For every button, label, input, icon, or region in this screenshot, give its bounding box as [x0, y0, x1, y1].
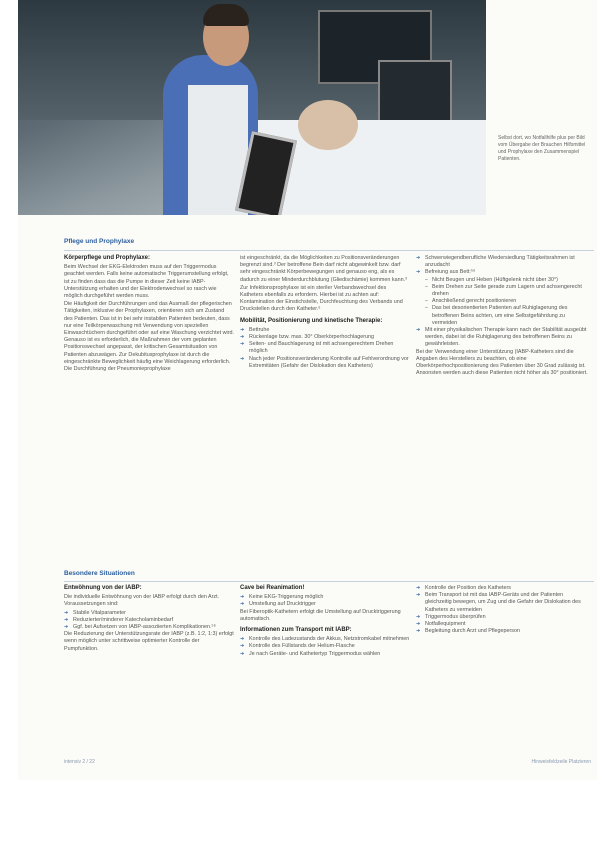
column-1 [64, 255, 234, 374]
list-item: ➜ Bettruhe [240, 327, 410, 334]
icu-photo [18, 0, 486, 215]
paragraph: Die Häufigkeit der Durchführungen und das Ausmaß der pflegerischen Tätigkeiten, inklusive der Prophylaxen, orientieren sich am Zustand des Patienten. Das ist in bei sehr instabilen Patienten bedeuten, dass nur eine Teilkörperwaschung mit Verwendung von speziellen Einwaschtüchern durchgeführt oder auf eine Waschung verzichtet wird. Genauso ist es erforderlich, die Maßnahmen der vom geplanten Positionswechsel angepasst, der kritischen Gesamtsituation von Patienten abzuwägen. Zur Dekubitusprophylaxe ist durch die eingeschränkte Beweglichkeit häufig eine Weichlagerung erforderlich. Die Durchführung der Pneumonieprophylaxe [64, 301, 234, 373]
paragraph: Bei der Verwendung einer Unterstützung (IABP-Katheters sind die Angaben des Herstellers zu beachten, ob eine Oberkörperhochpositionierung des Patienten über 30 Grad zulässig ist. Ansonsten werden auch diese Patienten nicht höher als 30° positioniert. [416, 348, 588, 377]
list-item: ➜ Beim Transport ist mit das IABP-Geräts und der Patienten gleichzeitig bewegen, um Zug und die Gefahr der Dislokation des Katheters zu vermeiden [416, 592, 591, 614]
paragraph: Die Reduzierung der Unterstützungsrate der IABP (z.B. 1:2, 1:3) erfolgt wenn möglich unter schrittweise optimierter Kontrolle der Pumpfunktion. [64, 631, 234, 652]
paragraph: ist eingeschränkt, da die Möglichkeiten zu Positionsveränderungen begrenzt sind.³ Der betroffene Bein darf nicht abgewinkelt bzw. darf sehr eingeschränkt Körperbewegungen und genauso eng, als es dadurch zu einer Minderdurchblutung (Gliedischämie) kommen kann.³ [240, 255, 407, 283]
heading-weaning: Entwöhnung von der IABP: [64, 585, 142, 591]
sub-list-item: – Nicht Beugen und Heben (Hüftgelenk nicht über 30°) [425, 277, 591, 284]
paragraph: Die individuelle Entwöhnung von der IABP erfolgt durch den Arzt. Voraussetzungen sind: [64, 594, 220, 608]
list-item: ➜ Begleitung durch Arzt und Pflegeperson [416, 628, 591, 635]
divider [64, 581, 594, 582]
column-2 [240, 255, 410, 370]
divider [64, 250, 594, 251]
sub-list-item: – Anschließend gerecht positionieren [425, 298, 591, 305]
sub-list-item: – Beim Drehen zur Seite gerade zum Lagern und achsengerecht drehen [425, 284, 591, 298]
paragraph: Beim Wechsel der EKG-Elektroden muss auf den Triggermodus geachtet werden. Falls keine automatische Triggerumstellung erfolgt, ist zu finden dass das die Pumpe in dieser Zeit keine IABP-Unterstützung erhalten und der Elektrodenwechsel so rasch wie möglich durchgeführt werden muss. [64, 264, 229, 300]
list-item: ➜ Seiten- und Bauchlagerung ist mit achsengerechtem Drehen möglich [240, 341, 410, 355]
heading-mobility: Mobilität, Positionierung und kinetische Therapie: [240, 317, 383, 324]
list-item: ➜ Keine EKG-Triggerung möglich [240, 594, 410, 601]
paragraph: Zur Infektionsprophylaxe ist ein steriler Verbandswechsel des Katheters ebenfalls zu erfordern. Hierbei ist zu achten auf: Kontamination der Einstichstelle, Durchfeuchtung des Verbands und Druckstellen durch den Katheter.⁶ [240, 284, 403, 313]
list-item: ➜ Befreiung aus Bett:⁵⁶ [416, 269, 591, 276]
list-item: ➜ Stabile Vitalparameter [64, 610, 234, 617]
list-item: ➜ Reduzierter/minderer Katecholaminbedarf [64, 617, 234, 624]
heading-body-care: Körperpflege und Prophylaxe: [64, 255, 151, 261]
section-title-care: Pflege und Prophylaxe [64, 238, 135, 245]
column-2 [240, 585, 410, 658]
photo-caption: Selbst dort, wo Notfallhilfe plus per Bild vom Übergabe der Brauchen Hilfsmittel und Prophylaxe den Zusammenspiel Patienten. [498, 135, 586, 162]
list-item: ➜ Kontrolle der Position des Katheters [416, 585, 591, 592]
list-item: ➜ Triggermodus überprüfen [416, 614, 591, 621]
sub-list-item: – Das bei desorientierten Patienten auf Ruhiglagerung des betroffenen Beins achten, um eine Selbstgefährdung zu vermeiden [425, 305, 591, 327]
footer-left: intensiv 2 / 22 [64, 759, 95, 765]
list-item: ➜ Schwerwiegendberufliche Wiedersiedlung Tätigkeitsrahmen ist anzudacht [416, 255, 591, 269]
monitor-icon [378, 60, 452, 124]
list-item: ➜ Nach jeder Positionsveränderung Kontrolle auf Fehlverordnung vor Extremitäten (Gefahr der Dislokation des Katheters) [240, 356, 410, 370]
footer-right: Hinweisfeldzeile Platzieren [531, 759, 591, 765]
paragraph: Bei Fiberoptik-Kathetern erfolgt die Umstellung auf Drucktriggerung automatisch. [240, 608, 401, 622]
list-item: ➜ Kontrolle des Ladezustands der Akkus, Netzstromkabel mitnehmen [240, 636, 410, 643]
list-item: ➜ Umstellung auf Drucktrigger [240, 601, 410, 608]
heading-resuscitation: Cave bei Reanimation! [240, 585, 305, 591]
heading-transport: Informationen zum Transport mit IABP: [240, 627, 352, 634]
column-1 [64, 585, 234, 654]
list-item: ➜ Je nach Geräte- und Kathetertyp Triggermodus wählen [240, 651, 410, 658]
column-3 [416, 255, 591, 378]
column-3 [416, 585, 591, 635]
list-item: ➜ Ggf. bei Aufsetzen von IABP-assoziierten Komplikationen.⁵⁶ [64, 624, 234, 631]
list-item: ➜ Notfallequipment [416, 621, 591, 628]
list-item: ➜ Kontrolle des Füllstands der Helium-Flasche [240, 643, 410, 650]
list-item: ➜ Mit einer physikalischen Therapie kann nach der Stabilität ausgeübt werden, dabei ist die Ruhiglagerung des betroffenen Beins zu gewährleisten. [416, 327, 591, 349]
section-title-special: Besondere Situationen [64, 570, 135, 577]
page [18, 0, 597, 780]
list-item: ➜ Rückenlage bzw. max. 30° Oberkörperhochlagerung [240, 334, 410, 341]
